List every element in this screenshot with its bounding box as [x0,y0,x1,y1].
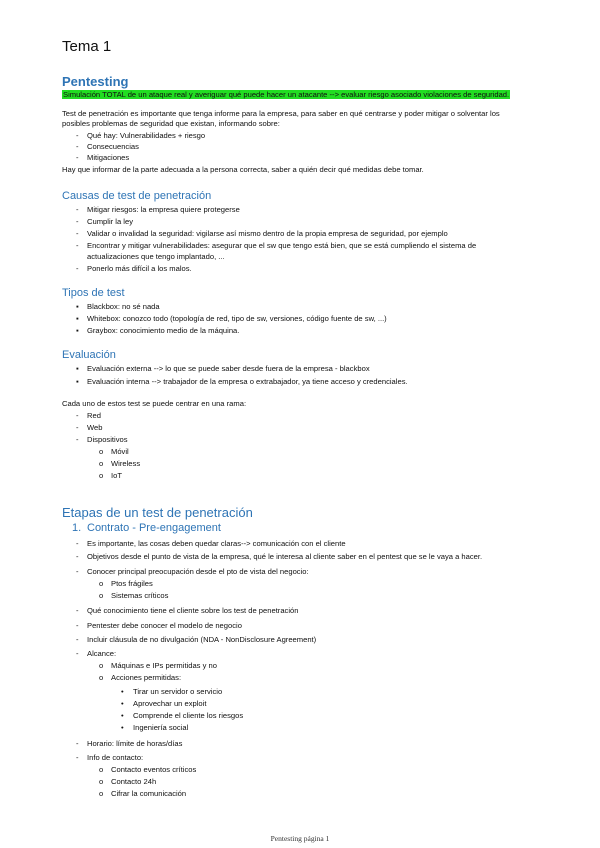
list-item: IoT [111,471,122,480]
dash-bullet: - [76,423,79,432]
list-item: Web [87,423,103,432]
dash-bullet: - [76,621,79,630]
dash-bullet: - [76,649,79,658]
list-item: Validar o invalidad la seguridad: vigilarse así mismo dentro de la propia empresa de seguridad, por ejemplo [87,229,448,238]
dash-bullet: - [76,153,79,162]
circle-bullet: o [99,673,104,682]
dash-bullet: - [76,217,79,226]
page-footer: Pentesting página 1 [270,834,330,843]
dot-bullet: • [121,699,124,708]
list-item: Cifrar la comunicación [111,789,187,798]
list-item: Dispositivos [87,435,128,444]
dash-bullet: - [76,241,79,250]
highlight-text: Simulación TOTAL de un ataque real y averiguar qué puede hacer un atacante --> evaluar riesgo asociado violaciones de seguridad. [63,90,510,99]
paragraph: Cada uno de estos test se puede centrar en una rama: [62,399,247,408]
heading-tipos: Tipos de test [62,287,125,299]
dash-bullet: - [76,567,79,576]
dash-bullet: - [76,229,79,238]
dash-bullet: - [76,205,79,214]
list-item: Máquinas e IPs permitidas y no [111,661,217,670]
circle-bullet: o [99,777,104,786]
dash-bullet: - [76,411,79,420]
heading-evaluacion: Evaluación [62,349,116,361]
square-bullet: ▪ [76,377,79,386]
list-item: Tirar un servidor o servicio [133,687,223,696]
paragraph-line: posibles problemas de seguridad que existan, informando sobre: [62,119,280,128]
subheading-number: 1. [72,522,82,534]
circle-bullet: o [99,579,104,588]
list-item: Graybox: conocimiento medio de la máquina. [87,326,240,335]
list-item: Wireless [111,459,141,468]
list-item: Incluir cláusula de no divulgación (NDA - NonDisclosure Agreement) [87,635,317,644]
circle-bullet: o [99,789,104,798]
list-item: Aprovechar un exploit [133,699,207,708]
square-bullet: ▪ [76,302,79,311]
paragraph: Hay que informar de la parte adecuada a la persona correcta, saber a quién decir qué medidas debe tomar. [62,165,424,174]
subheading-contrato: Contrato - Pre-engagement [87,522,221,534]
heading-causas: Causas de test de penetración [62,190,212,202]
circle-bullet: o [99,591,104,600]
list-item: Conocer principal preocupación desde el pto de vista del negocio: [87,567,309,576]
list-item: Contacto 24h [111,777,157,786]
list-item: Blackbox: no sé nada [87,302,160,311]
dash-bullet: - [76,131,79,140]
list-item: Info de contacto: [87,753,144,762]
circle-bullet: o [99,661,104,670]
dash-bullet: - [76,435,79,444]
list-item: Sistemas críticos [111,591,169,600]
list-item: Ponerlo más difícil a los malos. [87,264,192,273]
list-item: Horario: límite de horas/días [87,739,183,748]
list-item: Cumplir la ley [87,217,133,226]
list-item: Mitigar riesgos: la empresa quiere protegerse [87,205,240,214]
highlighted-definition [62,89,510,100]
list-item: Pentester debe conocer el modelo de negocio [87,621,242,630]
heading-pentesting: Pentesting [62,74,129,89]
dash-bullet: - [76,739,79,748]
list-item: Contacto eventos críticos [111,765,197,774]
dot-bullet: • [121,711,124,720]
dash-bullet: - [76,606,79,615]
list-item: Ptos frágiles [111,579,153,588]
list-item: Whitebox: conozco todo (topología de red, tipo de sw, versiones, código fuente de sw, ...) [87,314,387,323]
list-item: Evaluación externa --> lo que se puede saber desde fuera de la empresa - blackbox [87,364,370,373]
circle-bullet: o [99,765,104,774]
square-bullet: ▪ [76,364,79,373]
list-item: Ingeniería social [133,723,189,732]
dot-bullet: • [121,687,124,696]
dash-bullet: - [76,552,79,561]
circle-bullet: o [99,471,104,480]
list-item: Es importante, las cosas deben quedar claras--> comunicación con el cliente [87,539,346,548]
list-item-continuation: actualizaciones que tengo implantado, ... [87,252,225,261]
list-item: Acciones permitidas: [111,673,182,682]
list-item: Qué hay: Vulnerabilidades + riesgo [87,131,206,140]
list-item: Móvil [111,447,129,456]
list-item: Mitigaciones [87,153,130,162]
list-item: Evaluación interna --> trabajador de la empresa o extrabajador, ya tiene acceso y credenciales. [87,377,408,386]
list-item: Red [87,411,101,420]
dash-bullet: - [76,635,79,644]
paragraph-line: Test de penetración es importante que tenga informe para la empresa, para saber en qué centrarse y poder mitigar o solventar los [62,109,500,118]
dash-bullet: - [76,539,79,548]
list-item: Consecuencias [87,142,139,151]
dash-bullet: - [76,142,79,151]
square-bullet: ▪ [76,326,79,335]
circle-bullet: o [99,447,104,456]
page-title: Tema 1 [62,38,112,55]
square-bullet: ▪ [76,314,79,323]
list-item: Encontrar y mitigar vulnerabilidades: asegurar que el sw que tengo está bien, que se está cumpliendo el sistema de [87,241,477,250]
dash-bullet: - [76,264,79,273]
list-item: Qué conocimiento tiene el cliente sobre los test de penetración [87,606,299,615]
circle-bullet: o [99,459,104,468]
dash-bullet: - [76,753,79,762]
dot-bullet: • [121,723,124,732]
list-item: Comprende el cliente los riesgos [133,711,244,720]
list-item: Alcance: [87,649,117,658]
list-item: Objetivos desde el punto de vista de la empresa, qué le interesa al cliente saber en el pentest que se le vaya a hacer. [87,552,483,561]
heading-etapas: Etapas de un test de penetración [62,505,253,520]
